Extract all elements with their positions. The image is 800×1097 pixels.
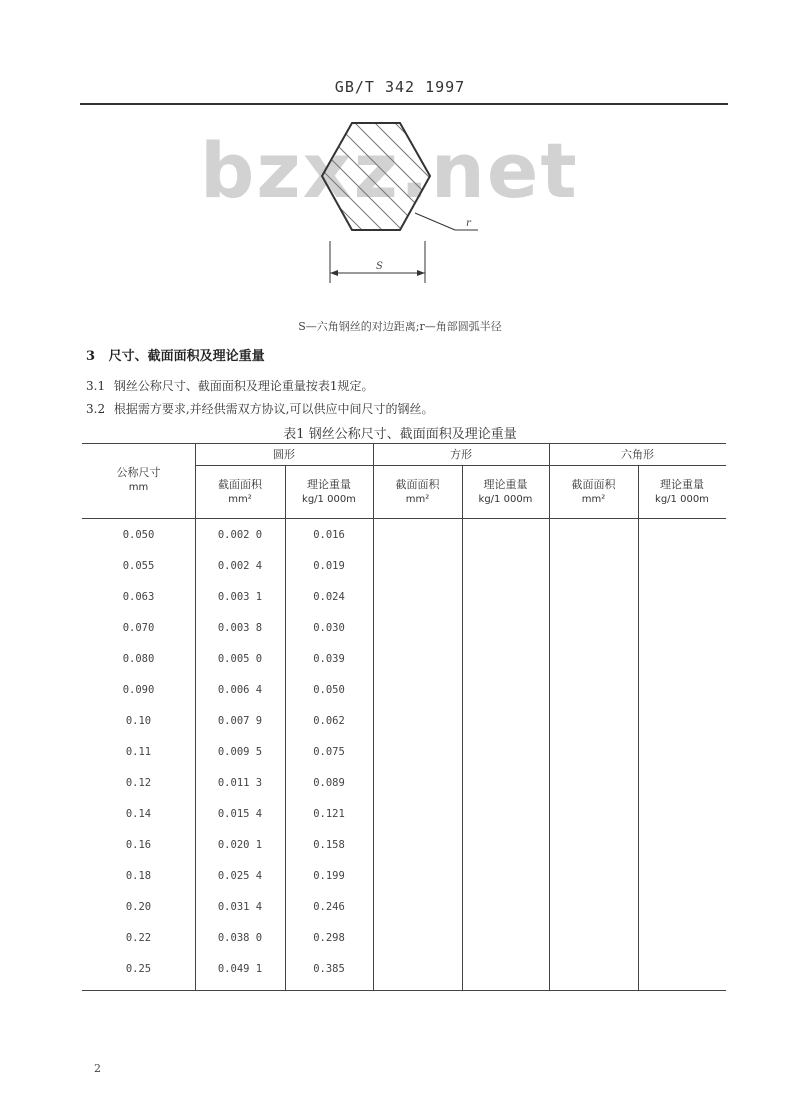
col-divider <box>462 465 463 990</box>
clause-number: 3.2 <box>86 402 106 416</box>
cell-area: 0.005 0 <box>217 653 263 665</box>
cell-weight: 0.075 <box>313 746 345 758</box>
cell-weight: 0.019 <box>313 560 345 572</box>
cell-size: 0.18 <box>125 870 152 882</box>
header-rule <box>80 103 728 105</box>
header-split-rule <box>195 465 726 466</box>
cell-weight: 0.298 <box>313 932 345 944</box>
cell-area: 0.006 4 <box>217 684 263 696</box>
cell-weight: 0.050 <box>313 684 345 696</box>
radius-label: r <box>466 218 471 229</box>
cell-area: 0.007 9 <box>217 715 263 727</box>
header-square-weight: 理论重量 kg/1 000m <box>478 478 533 505</box>
cell-size: 0.11 <box>125 746 152 758</box>
col-divider <box>373 443 374 990</box>
cell-weight: 0.199 <box>313 870 345 882</box>
header-square: 方形 <box>450 448 472 461</box>
section-title: 尺寸、截面面积及理论重量 <box>108 349 265 364</box>
header-nominal-size: 公称尺寸 mm <box>82 465 195 495</box>
unit-mm: mm <box>128 482 149 493</box>
col-divider <box>549 443 550 990</box>
cell-weight: 0.246 <box>313 901 345 913</box>
col-divider <box>638 465 639 990</box>
header-hexagon: 六角形 <box>621 448 654 461</box>
header-round: 圆形 <box>273 448 295 461</box>
cell-size: 0.055 <box>122 560 155 572</box>
header-bottom-rule <box>82 518 726 519</box>
cell-area: 0.011 3 <box>217 777 263 789</box>
cell-weight: 0.039 <box>313 653 345 665</box>
header-round-area: 截面面积 mm² <box>218 478 262 505</box>
header-round-weight: 理论重量 kg/1 000m <box>302 478 356 505</box>
cell-area: 0.020 1 <box>217 839 263 851</box>
cell-size: 0.080 <box>122 653 155 665</box>
cell-area: 0.015 4 <box>217 808 263 820</box>
cell-size: 0.070 <box>122 622 155 634</box>
table-bottom-rule <box>82 990 726 991</box>
cell-weight: 0.121 <box>313 808 345 820</box>
cell-size: 0.20 <box>125 901 152 913</box>
cell-weight: 0.024 <box>313 591 345 603</box>
cell-area: 0.002 4 <box>217 560 263 572</box>
cell-size: 0.22 <box>125 932 152 944</box>
cell-weight: 0.385 <box>313 963 345 975</box>
wire-size-table <box>82 443 726 991</box>
standard-code-header: GB/T 342 1997 <box>334 78 466 96</box>
header-hexagon-area: 截面面积 mm² <box>571 478 616 505</box>
watermark: bzxz.net <box>200 126 579 215</box>
clause-3-1 <box>86 377 373 394</box>
cell-area: 0.009 5 <box>217 746 263 758</box>
hexagon-cross-section-figure <box>320 118 500 293</box>
flat-distance-label: S <box>376 261 383 272</box>
cell-weight: 0.158 <box>313 839 345 851</box>
cell-area: 0.002 0 <box>217 529 263 541</box>
section-number: 3 <box>86 349 96 364</box>
page-number: 2 <box>94 1062 101 1075</box>
clause-3-2 <box>86 400 433 417</box>
hexagon-outline <box>322 123 430 230</box>
table-top-rule <box>82 443 726 444</box>
cell-weight: 0.016 <box>313 529 345 541</box>
cell-area: 0.025 4 <box>217 870 263 882</box>
cell-area: 0.031 4 <box>217 901 263 913</box>
cell-size: 0.16 <box>125 839 152 851</box>
clause-text: 钢丝公称尺寸、截面面积及理论重量按表1规定。 <box>113 379 374 393</box>
section-heading <box>86 345 265 364</box>
table-caption: 表1 钢丝公称尺寸、截面面积及理论重量 <box>283 427 517 442</box>
figure-caption: S—六角钢丝的对边距离;r—角部圆弧半径 <box>298 320 502 333</box>
cell-weight: 0.089 <box>313 777 345 789</box>
cell-area: 0.038 0 <box>217 932 263 944</box>
cell-weight: 0.030 <box>313 622 345 634</box>
cell-area: 0.003 1 <box>217 591 263 603</box>
cell-size: 0.063 <box>122 591 155 603</box>
header-hexagon-weight: 理论重量 kg/1 000m <box>655 478 709 505</box>
cell-area: 0.049 1 <box>217 963 263 975</box>
cell-size: 0.10 <box>125 715 152 727</box>
clause-number: 3.1 <box>86 379 106 393</box>
cell-size: 0.050 <box>122 529 155 541</box>
cell-size: 0.25 <box>125 963 152 975</box>
cell-size: 0.14 <box>125 808 152 820</box>
cell-area: 0.003 8 <box>217 622 263 634</box>
cell-weight: 0.062 <box>313 715 345 727</box>
header-square-area: 截面面积 mm² <box>395 478 440 505</box>
clause-text: 根据需方要求,并经供需双方协议,可以供应中间尺寸的钢丝。 <box>113 402 434 416</box>
cell-size: 0.090 <box>122 684 155 696</box>
cell-size: 0.12 <box>125 777 152 789</box>
